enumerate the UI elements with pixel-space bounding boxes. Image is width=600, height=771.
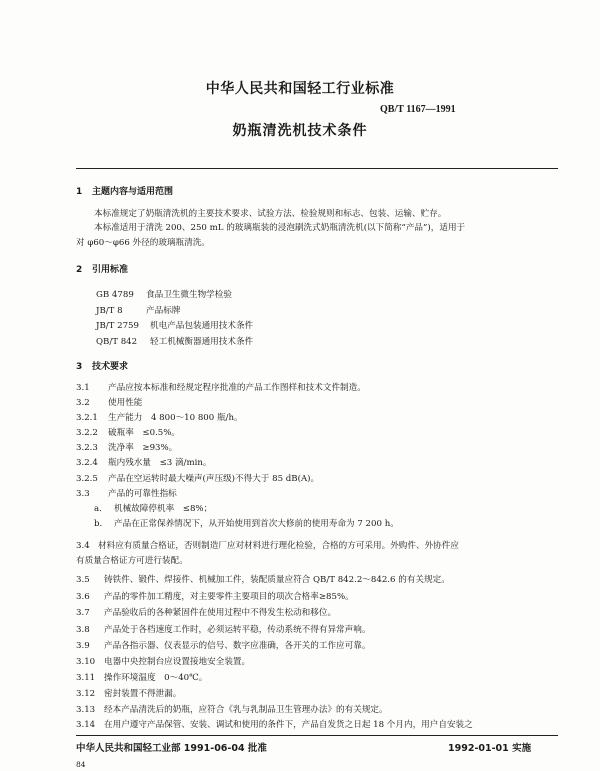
clause-item <box>76 473 319 486</box>
reference-item <box>96 320 253 333</box>
clause-number: 3.7 <box>76 608 90 618</box>
page-number: 84 <box>76 760 86 769</box>
clause-item <box>76 412 243 425</box>
clause-text: 产品的可靠性指标 <box>108 489 177 499</box>
clause-number: 3.1 <box>76 383 90 393</box>
clause-number: 3.5 <box>76 575 90 585</box>
clause-number: 3.8 <box>76 625 90 635</box>
clause-number: 3.2.2 <box>76 428 98 438</box>
standard-code: QB/T 1167—1991 <box>380 104 456 115</box>
clause-text: 经本产品清洗后的奶瓶，应符合《乳与乳制品卫生管理办法》的有关规定。 <box>104 705 388 715</box>
reference-item <box>96 289 232 302</box>
clause-item <box>76 540 459 553</box>
section-1-heading <box>76 184 173 197</box>
clause-text: 产品在空运转时最大噪声(声压级)不得大于 85 dB(A)。 <box>108 474 320 484</box>
clause-number: 3.2.4 <box>76 458 98 468</box>
clause-number: 3.2.5 <box>76 474 98 484</box>
section-number: 1 <box>76 187 83 197</box>
section-number: 2 <box>76 265 83 275</box>
section-3-heading <box>76 359 128 372</box>
clause-text: 产品应按本标准和经规定程序批准的产品工作图样和技术文件制造。 <box>108 383 366 393</box>
reference-code: QB/T 842 <box>96 337 138 347</box>
clause-text: 铸铁件、锻件、焊接件、机械加工件，装配质量应符合 QB/T 842.2～842.6 的有关规定。 <box>104 575 450 585</box>
clause-text: 生产能力 4 800～10 800 瓶/h。 <box>108 413 243 423</box>
clause-item <box>76 382 366 395</box>
clause-item <box>76 688 181 701</box>
section-2-heading <box>76 262 128 275</box>
section-number: 3 <box>76 362 83 372</box>
paragraph: 本标准适用于清洗 200、250 mL 的玻璃瓶装的浸泡刷洗式奶瓶清洗机(以下简称“产品”)，适用于 <box>94 223 466 233</box>
paragraph: 本标准规定了奶瓶清洗机的主要技术要求、试验方法、检验规则和标志、包装、运输、贮存。 <box>94 209 447 219</box>
clause-text: 在用户遵守产品保管、安装、调试和使用的条件下，产品自发货之日起 18 个月内，用户自安装之 <box>104 720 473 730</box>
document-title: 奶瓶清洗机技术条件 <box>232 123 368 139</box>
clause-number: 3.2.1 <box>76 413 98 423</box>
paragraph: 对 φ60～φ66 外径的玻璃瓶清洗。 <box>76 238 210 248</box>
clause-text: 材料应有质量合格证，否则制造厂应对材料进行理化检验，合格的方可采用。外购件、外协件应 <box>98 541 459 551</box>
clause-item <box>76 442 177 455</box>
clause-number: 3.6 <box>76 592 90 602</box>
sub-item-marker: b. <box>94 519 103 529</box>
clause-item <box>76 574 450 587</box>
reference-name: 机电产品包装通用技术条件 <box>150 321 254 331</box>
clause-number: 3.2.3 <box>76 443 98 453</box>
clause-number: 3.3 <box>76 489 90 499</box>
reference-name: 食品卫生微生物学检验 <box>146 290 232 300</box>
clause-item <box>76 427 180 440</box>
clause-item <box>76 397 142 410</box>
header-divider <box>76 168 558 169</box>
clause-item <box>76 672 207 685</box>
standard-title: 中华人民共和国轻工行业标准 <box>205 81 395 97</box>
sub-item-text: 产品在正常保养情况下，从开始使用到首次大修前的使用寿命为 7 200 h。 <box>114 519 399 529</box>
clause-item <box>76 704 388 717</box>
reference-code: JB/T 8 <box>96 306 123 316</box>
clause-text: 产品各指示器、仪表显示的信号、数字应准确，各开关的工作应可靠。 <box>104 641 371 651</box>
clause-number: 3.10 <box>76 657 96 667</box>
sub-item-a <box>94 503 212 516</box>
clause-number: 3.11 <box>76 673 96 683</box>
clause-number: 3.2 <box>76 398 90 408</box>
clause-text: 电器中央控制台应设置接地安全装置。 <box>104 657 251 667</box>
clause-number: 3.4 <box>76 541 90 551</box>
clause-item <box>76 457 211 470</box>
clause-text: 使用性能 <box>108 398 143 408</box>
sub-item-text: 机械故障停机率 ≤8%； <box>114 504 213 514</box>
effective-date: 1992-01-01 实施 <box>448 743 532 754</box>
clause-text: 产品验收后的各种紧固件在使用过程中不得发生松动和移位。 <box>104 608 337 618</box>
clause-text: 产品处于各档速度工作时，必须运转平稳，传动系统不得有异常声响。 <box>104 625 371 635</box>
clause-number: 3.14 <box>76 720 96 730</box>
clause-text: 产品的零件加工精度，对主要零件主要项目的项次合格率≥85%。 <box>104 592 354 602</box>
reference-item <box>96 305 180 318</box>
section-title: 主题内容与适用范围 <box>92 187 174 197</box>
clause-item <box>76 719 473 732</box>
clause-item <box>76 607 336 620</box>
clause-continuation: 有质量合格证方可进行装配。 <box>76 556 188 566</box>
section-title: 引用标准 <box>92 265 129 275</box>
clause-text: 瓶内残水量 ≤3 滴/min。 <box>108 458 212 468</box>
reference-name: 产品标牌 <box>146 306 181 316</box>
clause-item <box>76 640 370 653</box>
clause-text: 密封装置不得泄漏。 <box>104 689 182 699</box>
reference-code: JB/T 2759 <box>96 321 139 331</box>
reference-item <box>96 336 253 349</box>
issuer-approval: 中华人民共和国轻工业部 1991-06-04 批准 <box>76 743 267 754</box>
sub-item-b <box>94 518 399 531</box>
reference-code: GB 4789 <box>96 290 134 300</box>
clause-item <box>76 488 177 501</box>
clause-item <box>76 591 354 604</box>
sub-item-marker: a. <box>94 504 102 514</box>
clause-number: 3.9 <box>76 641 90 651</box>
reference-name: 轻工机械衡器通用技术条件 <box>150 337 254 347</box>
clause-item <box>76 656 250 669</box>
clause-text: 洗净率 ≥93%。 <box>108 443 178 453</box>
footer-divider <box>76 735 558 736</box>
clause-text: 操作环境温度 0～40℃。 <box>104 673 208 683</box>
clause-item <box>76 624 370 637</box>
clause-number: 3.13 <box>76 705 96 715</box>
section-title: 技术要求 <box>92 362 129 372</box>
clause-text: 破瓶率 ≤0.5%。 <box>108 428 181 438</box>
clause-number: 3.12 <box>76 689 96 699</box>
